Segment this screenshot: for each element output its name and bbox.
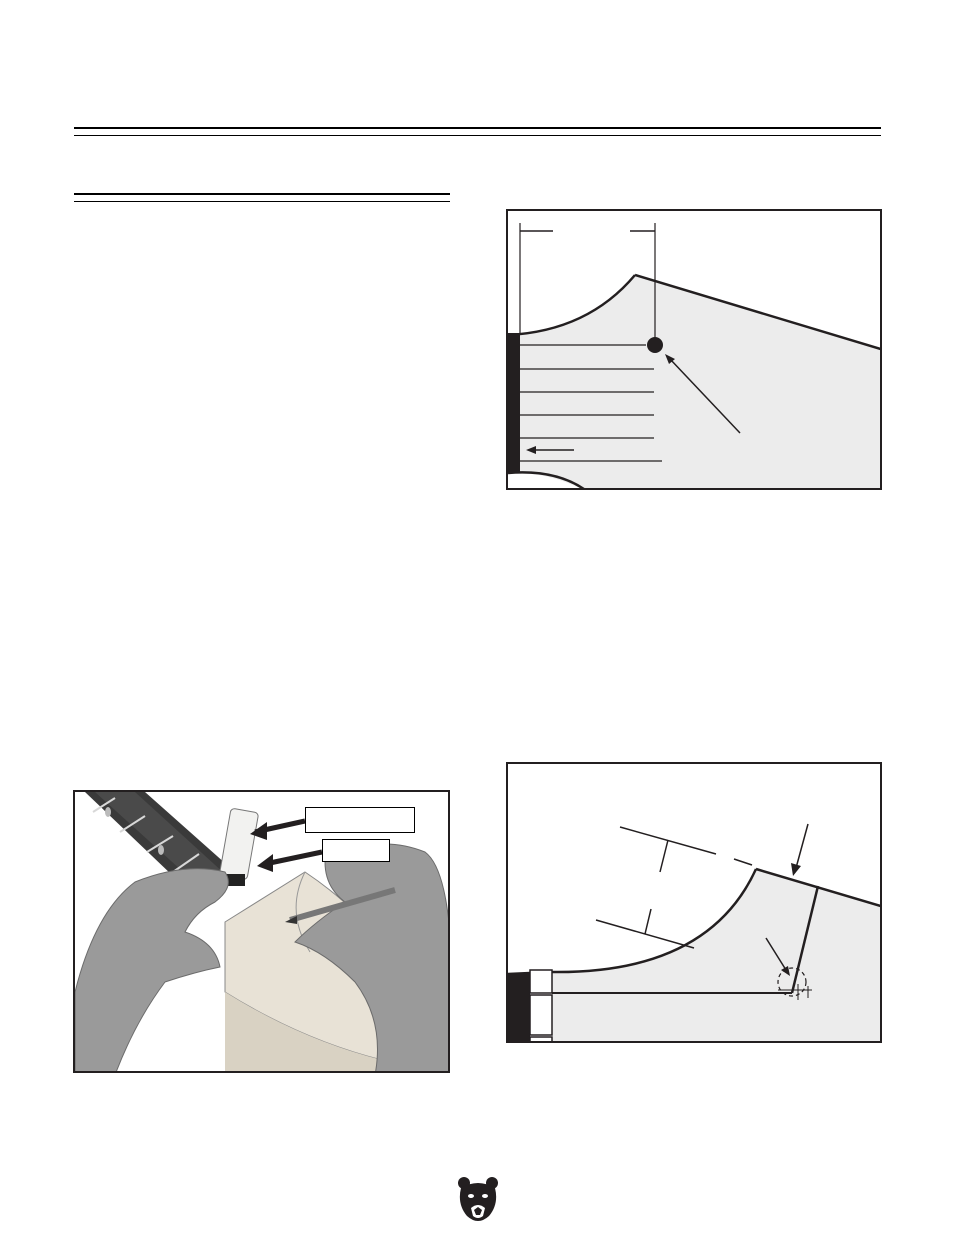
section-rule-top (74, 193, 450, 195)
header-rule-bottom (74, 135, 881, 136)
diagram-top-svg (508, 211, 882, 490)
photo-callout-1 (305, 807, 415, 833)
diagram-bottom-svg (508, 764, 882, 1043)
nut-bar-icon (508, 974, 530, 1043)
grizzly-bear-logo-icon (457, 1176, 499, 1224)
photo-svg (75, 792, 450, 1073)
callout-arrow-1 (250, 821, 305, 840)
diagram-top-figure (506, 209, 882, 490)
photo-callout-2 (322, 839, 390, 862)
leader-arrow-icon (791, 824, 808, 876)
nut-bar-icon (508, 333, 520, 473)
photo-figure (73, 790, 450, 1073)
header-rule-top (74, 127, 881, 129)
marker-dot-icon (647, 337, 663, 353)
section-rule-bottom (74, 201, 450, 202)
callout-arrow-2 (257, 852, 322, 872)
diagram-bottom-figure (506, 762, 882, 1043)
nut-blank-icon (219, 808, 258, 880)
